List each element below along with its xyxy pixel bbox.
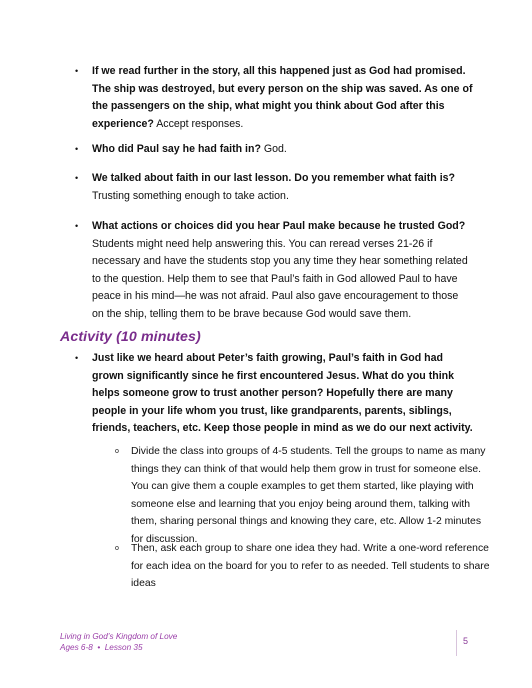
sub-list-item	[115, 540, 491, 593]
question-text: Who did Paul say he had faith in?	[92, 143, 261, 155]
section-heading: Activity (10 minutes)	[60, 329, 201, 345]
bullet-icon: •	[75, 353, 79, 363]
footer	[60, 631, 177, 653]
answer-text: Accept responses.	[153, 117, 244, 130]
answer-text: Trusting something enough to take action.	[92, 189, 289, 202]
question-list	[73, 170, 473, 205]
answer-text: God.	[260, 143, 287, 155]
activity-prompt-text: Just like we heard about Peter’s faith growing, Paul’s faith in God had grown significantly since he first encountered Jesus. What do you think helps someone grow to trust another person? Hopefully there are many people in your life whom you trust, like grandparents, parents, siblings, friends, teachers, etc. Keep those people in mind as we do our next activity.	[92, 352, 473, 435]
circle-bullet-icon: o	[115, 448, 119, 455]
circle-bullet-icon: o	[115, 545, 119, 552]
question-list	[73, 141, 473, 159]
question-list	[73, 63, 473, 133]
footer-title: Living in God’s Kingdom of Love	[60, 632, 178, 641]
list-item	[73, 350, 473, 438]
sub-item-text: Divide the class into groups of 4-5 students. Tell the groups to name as many things they can think of that would help them grow in trust for someone else. You can give them a couple examples to get them started, like playing with someone else and learning that you enjoy being around them, talking with them, sharing personal things and knowing they care, etc. Allow 1-2 minutes for discussion.	[131, 446, 486, 545]
question-text: If we read further in the story, all this happened just as God had promised. The ship was destroyed, but every person on the ship was saved. As one of the passengers on the ship, what might you think about God after this experience?	[92, 65, 473, 130]
list-item	[73, 170, 473, 205]
question-text: What actions or choices did you hear Paul make because he trusted God?	[92, 220, 466, 232]
footer-divider	[456, 630, 457, 656]
bullet-icon: •	[75, 66, 79, 76]
list-item	[73, 63, 473, 133]
page-number: 5	[463, 636, 469, 646]
bullet-icon: •	[75, 144, 79, 154]
sub-item-text: Then, ask each group to share one idea they had. Write a one-word reference for each idea on the board for you to refer to as needed. Tell students to share ideas	[131, 543, 490, 590]
answer-text: Students might need help answering this. You can reread verses 21-26 if necessary and have the students stop you any time they hear something related to the question. Help them to see that Paul’s faith in God allowed Paul to have peace in his mind—he was not afraid. Paul also gave encouragement to those on the ship, telling them to be brave because God would save them.	[92, 237, 468, 320]
activity-list	[73, 350, 473, 438]
list-item	[73, 141, 473, 159]
question-text: We talked about faith in our last lesson. Do you remember what faith is?	[92, 172, 455, 184]
footer-subtitle: Ages 6-8 • Lesson 35	[60, 643, 143, 652]
list-item	[73, 218, 473, 324]
bullet-icon: •	[75, 221, 79, 231]
bullet-icon: •	[75, 173, 79, 183]
sub-list-item	[115, 443, 491, 549]
question-list	[73, 218, 473, 324]
